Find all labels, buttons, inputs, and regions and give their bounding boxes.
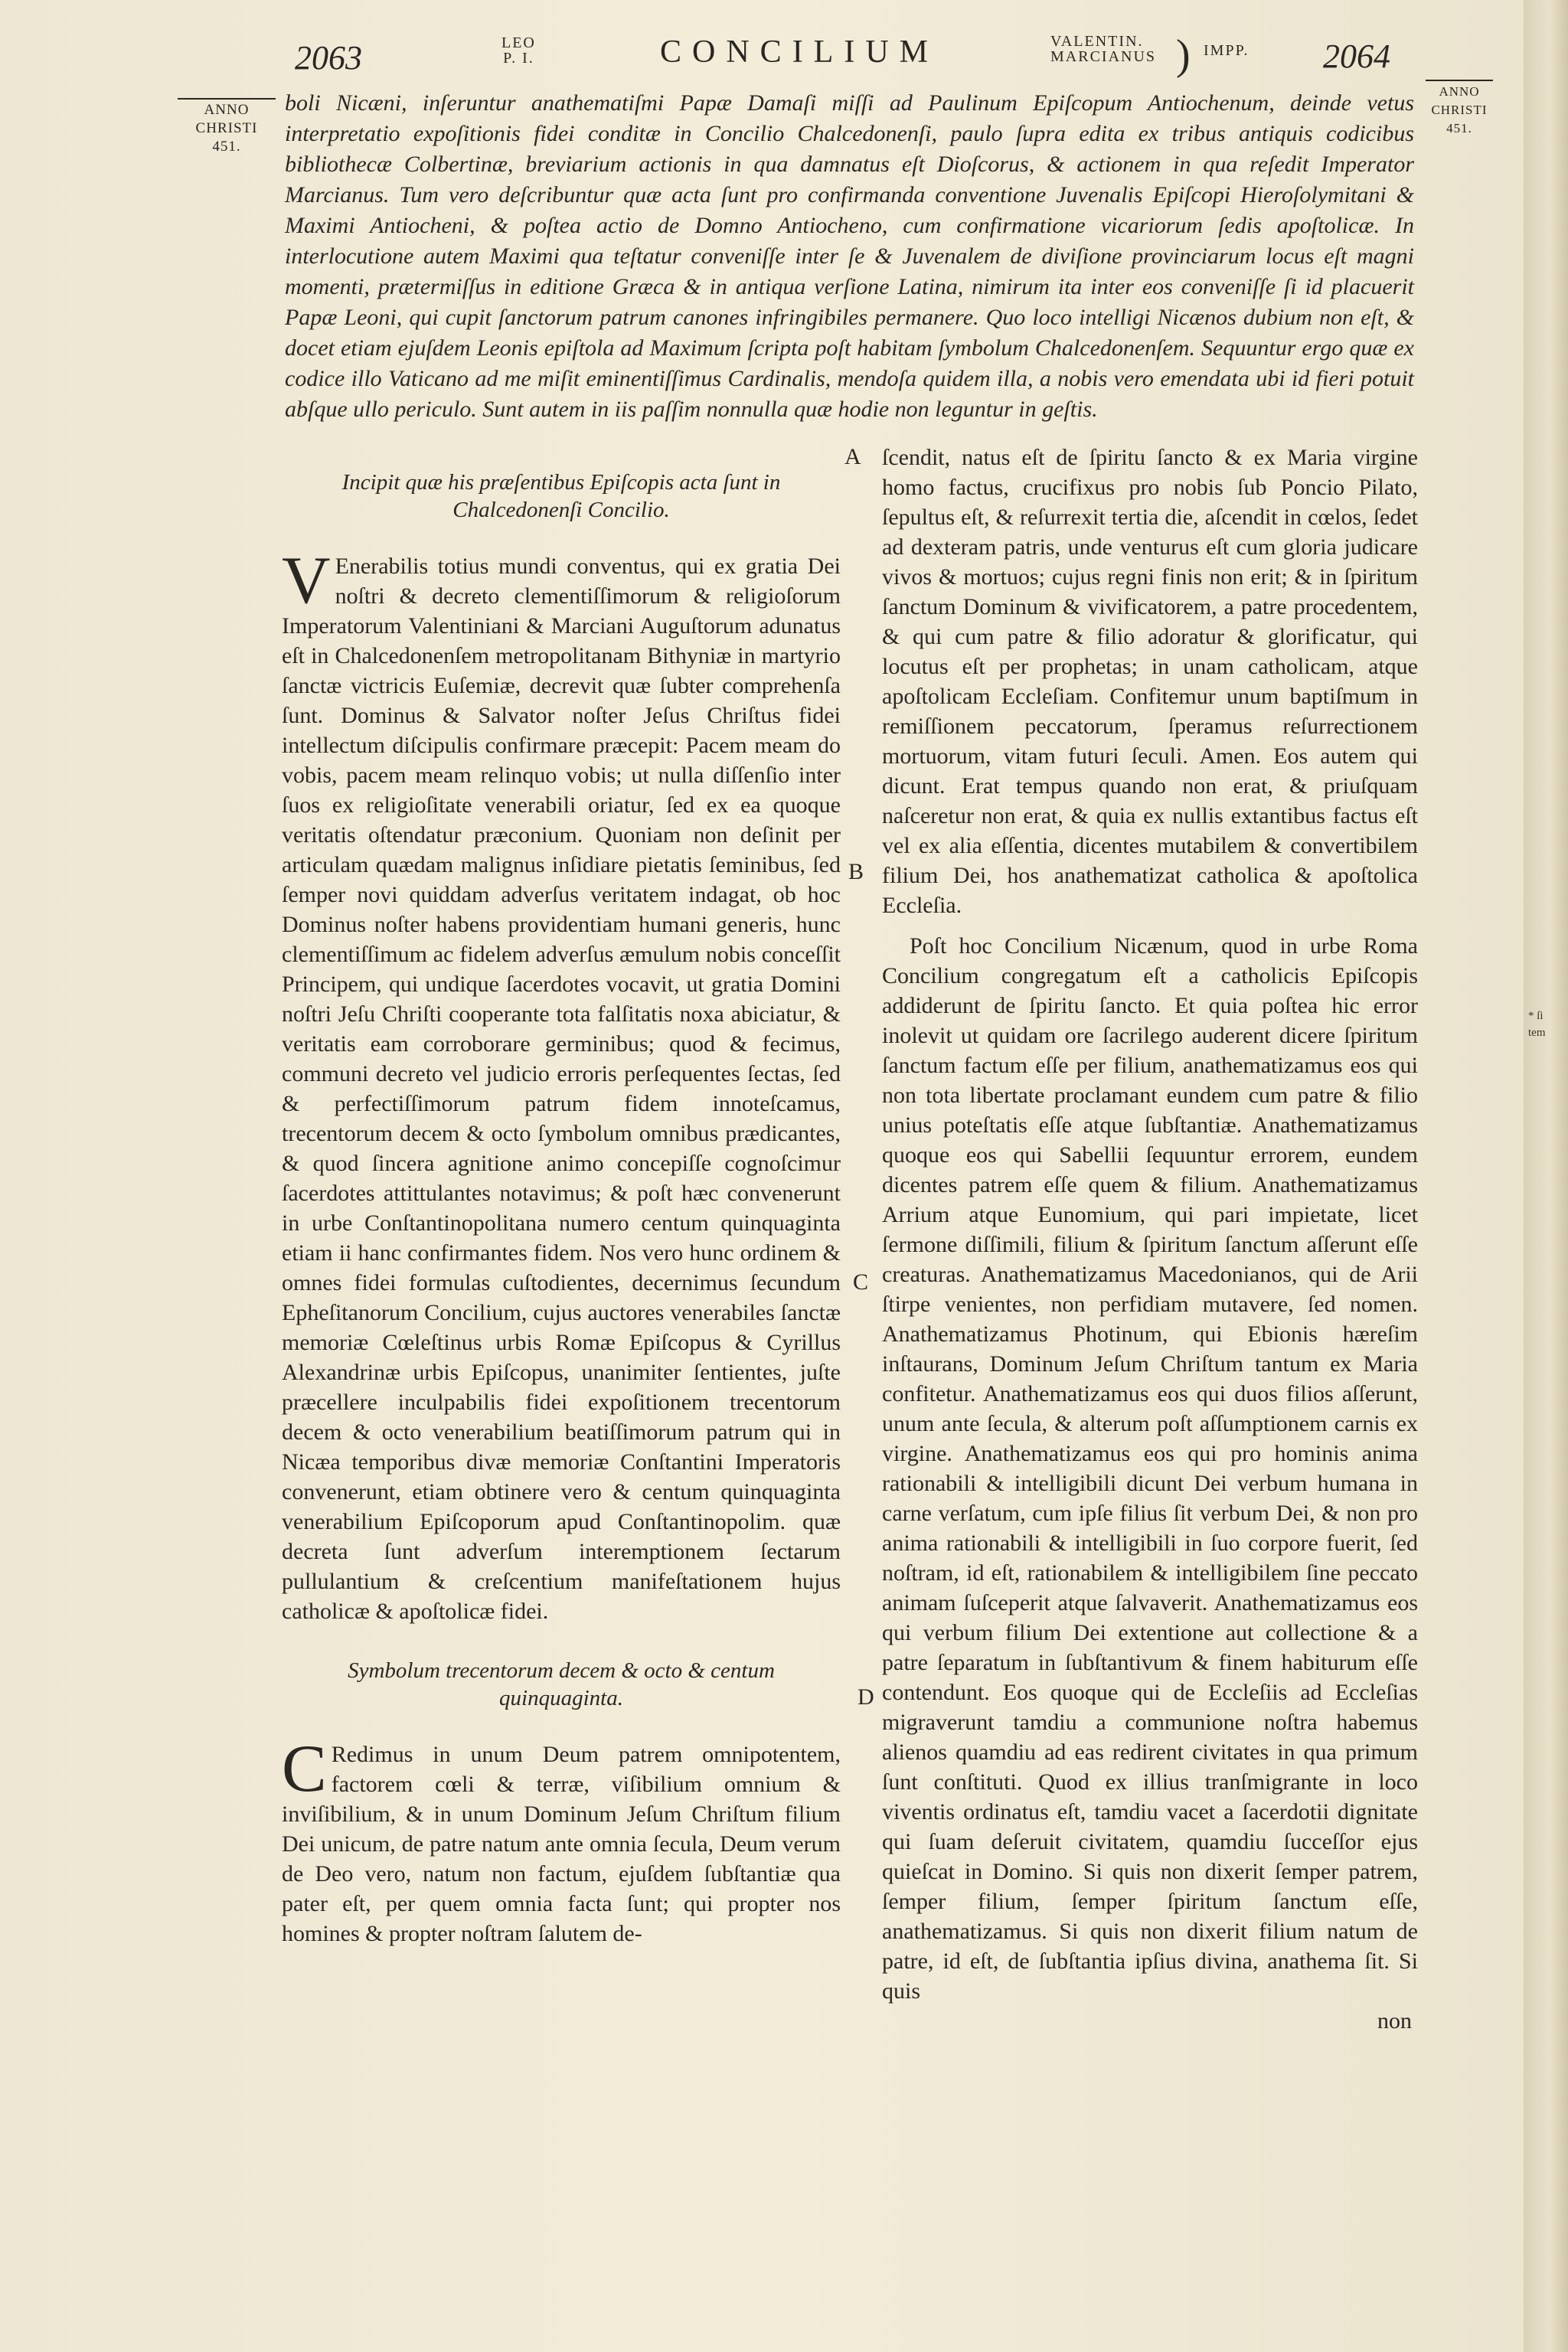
header-impp: IMPP. [1204,42,1250,59]
creed-text: Redimus in unum Deum patrem omnipotentem, factorem cœli & terræ, viſibilium omnium & inviſibilium, & in unum Dominum Jeſum Chriſtum filium Dei unicum, de patre natum ante omnia ſecula, Deum verum de Deo vero, natum non factum, ejuſdem ſubſtantiæ qua pater eſt, per quem omnia facta ſunt; qui propter nos homines & propter noſtram ſalutem de- [282,1742,841,1946]
left-column [282,469,841,1949]
margin-anno-label: ANNO [204,102,250,118]
running-title: CONCILIUM [660,34,939,70]
page-number-right: 2064 [1323,38,1390,75]
margin-christi-label: CHRISTI [195,120,258,136]
margin-christi-right-label: CHRISTI [1431,103,1488,117]
section-heading-symbolum: Symbolum trecentorum decem & octo & centum quinquaginta. [348,1658,775,1710]
margin-anno-right [1426,80,1493,138]
decree-text: Enerabilis totius mundi conventus, qui ex gratia Dei noſtri & decreto clementiſſimorum & religioſorum Imperatorum Valentiniani & Marciani Auguſtorum adunatus eſt in Chalcedonenſem metropolitanam Bithyniæ in martyrio ſanctæ victricis Euſemiæ, decrevit quæ ſubter comprehenſa ſunt. Dominus & Salvator noſter Jeſus Chriſtus fidei intellectum diſcipulis confirmare præcepit: Pacem meam do vobis, pacem meam relinquo vobis; ut nulla diſſenſio inter ſuos ex religioſitate venerabili oriatur, ſed ex ea quoque veritatis oſtendatur præconium. Quoniam non deſinit per articulam quædam malignus inſidiare pietatis ſeminibus, ſed ſemper novi quiddam adverſus veritatem indagat, ob hoc Dominus noſter habens providentiam humani generis, hunc clementiſſimum ac fidelem adverſus æmulum nobis conceſſit Principem, qui undique ſacerdotes vocavit, ut gratia Domini noſtri Jeſu Chriſti cooperante tota falſitatis noxa abiciatur, & veritatis eam corroborare germinibus; quod & fecimus, communi decreto vel judicio erroris perſequentes ſectas, ſed & perfectiſſimorum patrum fidem innoteſcamus, trecentorum decem & octo ſymbolum omnibus prædicantes, & quod ſincera agnitione animo concepiſſe cognoſcimur ſacerdotes attittulantes notavimus; & poſt hæc convenerunt in urbe Conſtantinopolitana numero centum quinquaginta etiam ii hanc confirmantes fidem. Nos vero hunc ordinem & omnes fidei formulas cuſtodientes, decernimus ſecundum Epheſitanorum Concilium, cujus auctores venerabiles ſanctæ memoriæ Cœleſtinus urbis Romæ Epiſcopus & Cyrillus Alexandrinæ urbis Epiſcopus, unanimiter ſentientes, juſte præcellere inculpabilis fidei expoſitionem trecentorum decem & octo venerabilium beatiſſimorum patrum qui in Nicæa temporibus divæ memoriæ Conſtantini Imperatoris convenerunt, etiam obtinere vero & centum quinquaginta venerabilium Epiſcoporum apud Conſtantinopolim. quæ decreta ſunt adverſum interemptionem ſectarum pullulantium & creſcentium manifeſtationem hujus catholicæ & apoſtolicæ fidei. [282,554,841,1624]
section-heading-incipit: Incipit quæ his præſentibus Epiſcopis acta ſunt in Chalcedonenſi Concilio. [341,470,781,522]
margin-rule-right [1426,80,1493,81]
facing-page-edge [1524,0,1568,2352]
header-leo-line1: LEO [501,34,536,51]
creed-paragraph [282,1732,841,1949]
margin-year-right-label: 451. [1446,121,1472,136]
edge-note: * ſi [1528,1010,1544,1022]
page-number-left: 2063 [295,39,362,77]
margin-rule [178,98,276,100]
header-leo-line2: P. I. [503,50,534,67]
marker-b: B [848,859,864,884]
right-column [882,443,1418,2036]
drop-cap-c: C [282,1732,327,1806]
header-emperors-line1: VALENTIN. [1050,33,1144,50]
header-leo [501,35,536,66]
marker-a: A [844,444,861,469]
intro-paragraph: boli Nicæni, inſeruntur anathematiſmi Papæ Damaſi miſſi ad Paulinum Epiſcopum Antiochenum, deinde vetus interpretatio expoſitionis fidei conditæ in Concilio Chalcedonenſi, paulo ſupra edita ex tribus antiquis codicibus bibliothecæ Colbertinæ, breviarium actionis in qua damnatus eſt Dioſcorus, & actionem in qua reſedit Imperator Marcianus. Tum vero deſcribuntur quæ acta ſunt pro confirmanda conventione Juvenalis Epiſcopi Hieroſolymitani & Maximi Antiocheni, & poſtea actio de Domno Antiocheno, cum confirmatione vicariorum ſedis apoſtolicæ. In interlocutione autem Maximi qua teſtatur conveniſſe inter ſe & Juvenalem de diviſione provinciarum locus eſt magni momenti, prætermiſſus in editione Græca & in antiqua verſione Latina, nimirum ita inter eos conveniſſe ſi id placuerit Papæ Leoni, qui cupit ſanctorum patrum canones infringibiles permanere. Quo loco intelligi Nicænos dubium non eſt, & docet etiam ejuſdem Leonis epiſtola ad Maximum ſcripta poſt habitam ſymbolum Chalcedonenſem. Sequuntur ergo quæ ex codice illo Vaticano ad me miſit eminentiſſimus Cardinalis, mendoſa quidem illa, a nobis vero emendata ubi id fieri potuit abſque ullo periculo. Sunt autem in iis paſſim nonnulla quæ hodie non leguntur in geſtis. [285,90,1414,422]
margin-anno-left [178,98,276,156]
decree-paragraph [282,544,841,1626]
creed-continuation: ſcendit, natus eſt de ſpiritu ſancto & ex Maria virgine homo factus, crucifixus pro nobis ſub Poncio Pilato, ſepultus eſt, & reſurrexit tertia die, aſcendit in cœlos, ſedet ad dexteram patris, unde venturus eſt cum gloria judicare vivos & mortuos; cujus regni finis non erit; & in ſpiritum ſanctum Dominum & vivificatorem, a patre procedentem, & qui cum patre & filio adoratur & glorificatur, qui locutus eſt per prophetas; in unam catholicam, atque apoſtolicam Eccleſiam. Confitemur unum baptiſmum in remiſſionem peccatorum, ſperamus reſurrectionem mortuorum, vitam futuri ſeculi. Amen. Eos autem qui dicunt. Erat tempus quando non erat, & priuſquam naſceretur non erat, & quia ex nullis extantibus factus eſt vel ex alia eſſentia, dicentes mutabilem & convertibilem filium Dei, hos anathematizat catholica & apoſtolica Eccleſia. [882,445,1418,918]
margin-anno-right-label: ANNO [1439,84,1480,99]
margin-year-label: 451. [212,139,241,155]
drop-cap-v: V [282,544,331,618]
marker-c: C [853,1269,869,1295]
anathemas-paragraph: Poſt hoc Concilium Nicænum, quod in urbe Roma Concilium congregatum eſt a catholicis Epiſcopis addiderunt de ſpiritu ſancto. Et quia poſtea hic error inolevit ut quidam ore ſacrilego auderent dicere ſpiritum ſanctum factum eſſe per filium, anathematizamus eos qui non tota libertate proclamant eundem cum patre & filio unius poteſtatis eſſe atque ſubſtantiæ. Anathematizamus quoque eos qui Sabellii ſequuntur errorem, eundem dicentes patrem eſſe quem & filium. Anathematizamus Arrium atque Eunomium, qui pari impietate, licet ſermone diſſimili, filium & ſpiritum ſanctum aſſerunt eſſe creaturas. Anathematizamus Macedonianos, qui de Arii ſtirpe venientes, non perfidiam mutavere, ſed nomen. Anathematizamus Photinum, qui Ebionis hæreſim inſtaurans, Dominum Jeſum Chriſtum tantum ex Maria confitetur. Anathematizamus eos qui duos filios aſſerunt, unum ante ſecula, & alterum poſt aſſumptionem carnis ex virgine. Anathematizamus eos qui pro hominis anima rationabili & intelligibili dicunt Dei verbum humana in carne verſatum, cum ipſe filius ſit verbum Dei, & non pro anima rationabili & intelligibili in ſuo corpore fuerit, ſed noſtram, id eſt, rationabilem & intelligibilem ſine peccato animam ſuſceperit atque ſalvaverit. Anathematizamus eos qui verbum filium Dei extentione aut collectione & a patre ſeparatum in ſubſtantivum & finem habiturum eſſe contendunt. Eos quoque qui de Eccleſiis ad Eccleſias migraverunt tamdiu a communione noſtra habemus alienos quamdiu ad eas redirent civitates in qua primum ſunt conſtituti. Quod ex illius tranſmigrante in loco viventis ordinatus eſt, tamdiu vacet a ſacerdotii dignitate qui ſuam deſeruit civitatem, quamdiu ſucceſſor ejus quieſcat in Domino. Si quis non dixerit ſemper patrem, ſemper filium, ſemper ſpiritum ſanctum eſſe, anathematizamus. Si quis non dixerit filium natum de patre, id eſt, de ſubſtantia ipſius divina, anathema ſit. Si quis [882,933,1418,2004]
header-emperors-line2: MARCIANUS [1050,48,1157,65]
marker-d: D [858,1684,874,1710]
header-emperors [1050,34,1156,64]
header-brace: ) [1176,31,1191,79]
catchword: non [1377,2008,1412,2034]
edge-note-2: tem [1528,1027,1546,1039]
